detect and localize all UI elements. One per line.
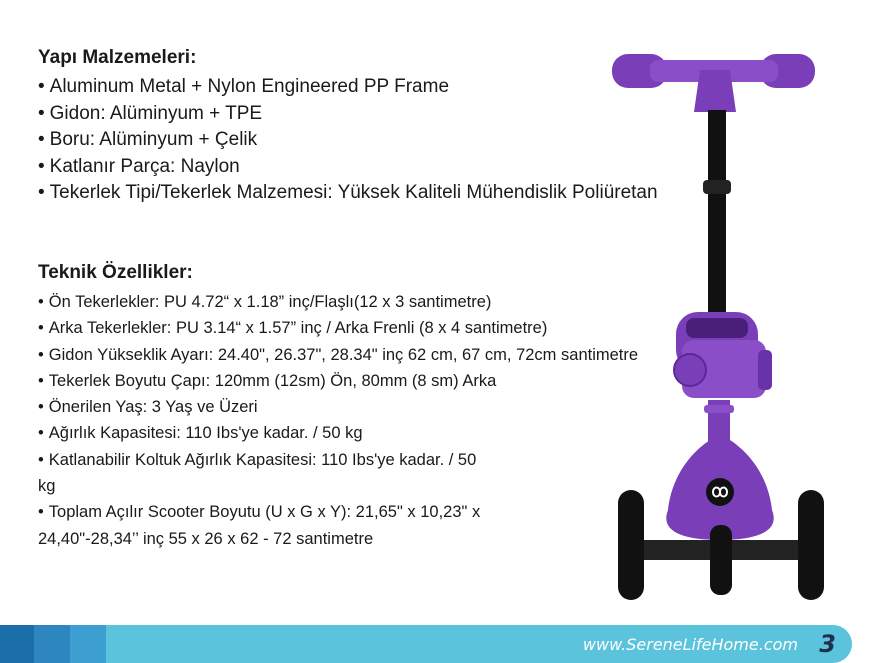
footer-segment bbox=[34, 625, 70, 663]
list-item-text: Gidon: Alüminyum + TPE bbox=[49, 102, 263, 124]
footer-segment bbox=[0, 625, 34, 663]
list-item bbox=[38, 342, 678, 368]
list-item-text: Tekerlek Boyutu Çapı: 120mm (12sm) Ön, 80mm (8 sm) Arka bbox=[48, 371, 497, 390]
materials-heading: Yapı Malzemeleri: bbox=[38, 47, 197, 68]
list-item-text: Ön Tekerlekler: PU 4.72“ x 1.18” inç/Flaşlı(12 x 3 santimetre) bbox=[48, 293, 492, 311]
right-wheel bbox=[798, 490, 824, 600]
list-item-text: Katlanabilir Koltuk Ağırlık Kapasitesi: 110 Ibs'ye kadar. / 50 kg bbox=[38, 450, 477, 496]
bullet: • bbox=[38, 424, 44, 443]
list-item-text: Gidon Yükseklik Ayarı: 24.40", 26.37", 28.34" inç 62 cm, 67 cm, 72cm santimetre bbox=[48, 345, 639, 364]
left-wheel bbox=[618, 490, 644, 600]
bullet: • bbox=[38, 102, 45, 124]
list-item-text: Boru: Alüminyum + Çelik bbox=[49, 129, 258, 150]
list-item-text: Tekerlek Tipi/Tekerlek Malzemesi: Yüksek Kaliteli Mühendislik Poliüretan bbox=[49, 182, 658, 203]
list-item bbox=[38, 154, 678, 181]
rear-wheel bbox=[710, 525, 732, 595]
list-item bbox=[38, 289, 678, 315]
bullet: • bbox=[38, 76, 45, 97]
technical-list bbox=[38, 289, 678, 552]
bullet: • bbox=[38, 398, 44, 417]
bullet: • bbox=[38, 371, 44, 390]
list-item bbox=[38, 127, 678, 154]
bullet: • bbox=[38, 155, 45, 177]
footer-segment bbox=[70, 625, 106, 663]
hinge-knob bbox=[674, 354, 706, 386]
bullet: • bbox=[38, 503, 44, 522]
list-item bbox=[38, 180, 668, 207]
bullet: • bbox=[38, 319, 44, 338]
list-item bbox=[38, 315, 678, 341]
footer-bar bbox=[0, 625, 884, 663]
list-item-text: Arka Tekerlekler: PU 3.14“ x 1.57” inç / Arka Frenli (8 x 4 santimetre) bbox=[48, 319, 548, 338]
list-item bbox=[38, 420, 678, 446]
list-item bbox=[38, 447, 488, 500]
list-item-text: Aluminum Metal + Nylon Engineered PP Frame bbox=[49, 76, 450, 97]
hinge-side bbox=[758, 350, 772, 390]
list-item-text: Önerilen Yaş: 3 Yaş ve Üzeri bbox=[48, 398, 258, 417]
list-item bbox=[38, 368, 678, 394]
materials-list bbox=[38, 74, 678, 207]
seat-top bbox=[686, 318, 748, 338]
list-item-text: Toplam Açılır Scooter Boyutu (U x G x Y): 21,65" x 10,23" x 24,40"-28,34’’ inç 55 x 26 x 62 - 72 santimetre bbox=[38, 503, 481, 548]
bullet: • bbox=[38, 182, 45, 203]
list-item bbox=[38, 394, 678, 420]
list-item bbox=[38, 74, 678, 101]
website-url[interactable]: www.SereneLifeHome.com bbox=[582, 635, 798, 654]
bullet: • bbox=[38, 293, 44, 311]
technical-heading: Teknik Özellikler: bbox=[38, 262, 193, 283]
list-item bbox=[38, 499, 583, 552]
handlebar-clamp bbox=[694, 70, 736, 112]
list-item-text: Katlanır Parça: Naylon bbox=[49, 155, 240, 177]
neck-ring bbox=[704, 405, 734, 413]
page-number: 3 bbox=[819, 630, 836, 658]
scooter-icon bbox=[590, 40, 840, 605]
bullet: • bbox=[38, 129, 45, 150]
bullet: • bbox=[38, 345, 44, 364]
bullet: • bbox=[38, 450, 44, 469]
list-item bbox=[38, 101, 678, 128]
stem-clamp bbox=[703, 180, 731, 194]
list-item-text: Ağırlık Kapasitesi: 110 Ibs'ye kadar. / 50 kg bbox=[48, 424, 363, 443]
